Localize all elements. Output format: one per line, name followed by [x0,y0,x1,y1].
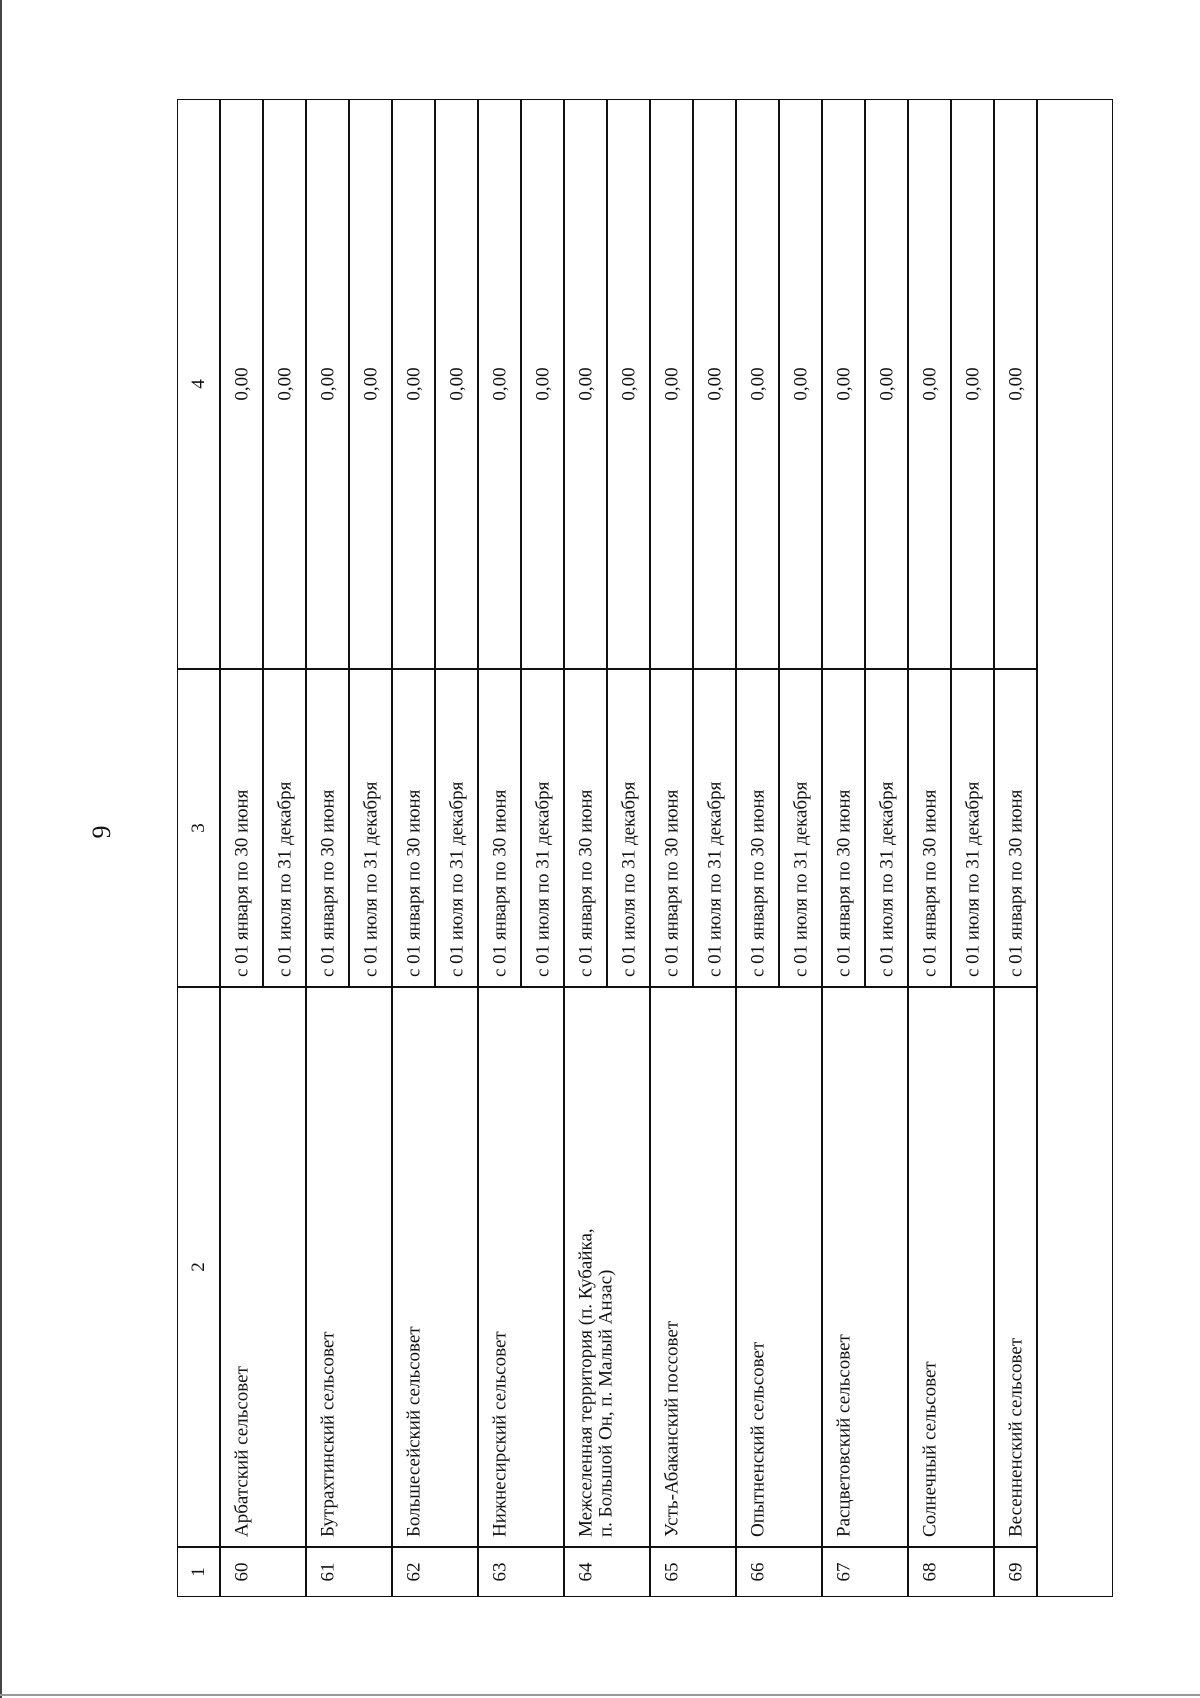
value-cell: 0,00 [532,367,554,401]
period-cell: с 01 января по 30 июня [317,789,339,977]
row-number: 68 [919,1562,941,1582]
page-edge-bottom [0,1694,1200,1696]
row-number: 64 [575,1562,597,1582]
value-cell: 0,00 [489,367,511,401]
header-col-1: 1 [188,1567,209,1577]
settlement-name: Бутрахтинский сельсовет [317,1331,339,1537]
period-cell: с 01 января по 30 июня [231,789,253,977]
period-cell: с 01 июля по 31 декабря [790,781,812,977]
value-cell: 0,00 [747,367,769,401]
period-cell: с 01 июля по 31 декабря [274,781,296,977]
period-cell: с 01 января по 30 июня [661,789,683,977]
value-cell: 0,00 [790,367,812,401]
rates-table [177,99,1113,1597]
period-cell: с 01 июля по 31 декабря [532,781,554,977]
period-cell: с 01 января по 30 июня [1005,789,1027,977]
period-cell: с 01 июля по 31 декабря [876,781,898,977]
settlement-name: Усть-Абаканский поссовет [661,1320,683,1537]
row-number: 61 [317,1562,339,1582]
header-col-2: 2 [188,1262,209,1272]
page-number: 9 [87,825,116,839]
value-cell: 0,00 [274,367,296,401]
header-col-3: 3 [188,823,209,833]
value-cell: 0,00 [618,367,640,401]
value-cell: 0,00 [661,367,683,401]
settlement-name: Большесейский сельсовет [403,1326,425,1537]
row-number: 65 [661,1562,683,1582]
page-edge-left [0,0,2,1698]
period-cell: с 01 июля по 31 декабря [360,781,382,977]
settlement-name: Нижнесирский сельсовет [489,1331,511,1537]
value-cell: 0,00 [704,367,726,401]
value-cell: 0,00 [1005,367,1027,401]
period-cell: с 01 января по 30 июня [575,789,597,977]
row-number: 62 [403,1562,425,1582]
period-cell: с 01 января по 30 июня [833,789,855,977]
value-cell: 0,00 [575,367,597,401]
header-col-4: 4 [188,379,209,389]
value-cell: 0,00 [962,367,984,401]
row-number: 66 [747,1562,769,1582]
rates-table-canvas [177,99,1113,1597]
value-cell: 0,00 [317,367,339,401]
settlement-name-line: Межселенная территория (п. Кубайка, [575,1228,597,1537]
period-cell: с 01 июля по 31 декабря [962,781,984,977]
period-cell: с 01 июля по 31 декабря [704,781,726,977]
value-cell: 0,00 [231,367,253,401]
value-cell: 0,00 [403,367,425,401]
settlement-name: Расцветовский сельсовет [833,1334,855,1537]
value-cell: 0,00 [919,367,941,401]
period-cell: с 01 января по 30 июня [919,789,941,977]
period-cell: с 01 июля по 31 декабря [446,781,468,977]
value-cell: 0,00 [446,367,468,401]
row-number: 60 [231,1562,253,1582]
period-cell: с 01 января по 30 июня [489,789,511,977]
settlement-name: Весенненский сельсовет [1005,1337,1027,1537]
value-cell: 0,00 [833,367,855,401]
value-cell: 0,00 [360,367,382,401]
period-cell: с 01 июля по 31 декабря [618,781,640,977]
settlement-name-line: п. Большой Он, п. Малый Анзас) [595,1269,617,1537]
row-number: 67 [833,1562,855,1582]
settlement-name: Опытненский сельсовет [747,1341,769,1537]
row-number: 63 [489,1562,511,1582]
period-cell: с 01 января по 30 июня [403,789,425,977]
settlement-name: Арбатский сельсовет [231,1366,253,1537]
period-cell: с 01 января по 30 июня [747,789,769,977]
value-cell: 0,00 [876,367,898,401]
row-number: 69 [1005,1562,1027,1582]
settlement-name: Солнечный сельсовет [919,1361,941,1537]
